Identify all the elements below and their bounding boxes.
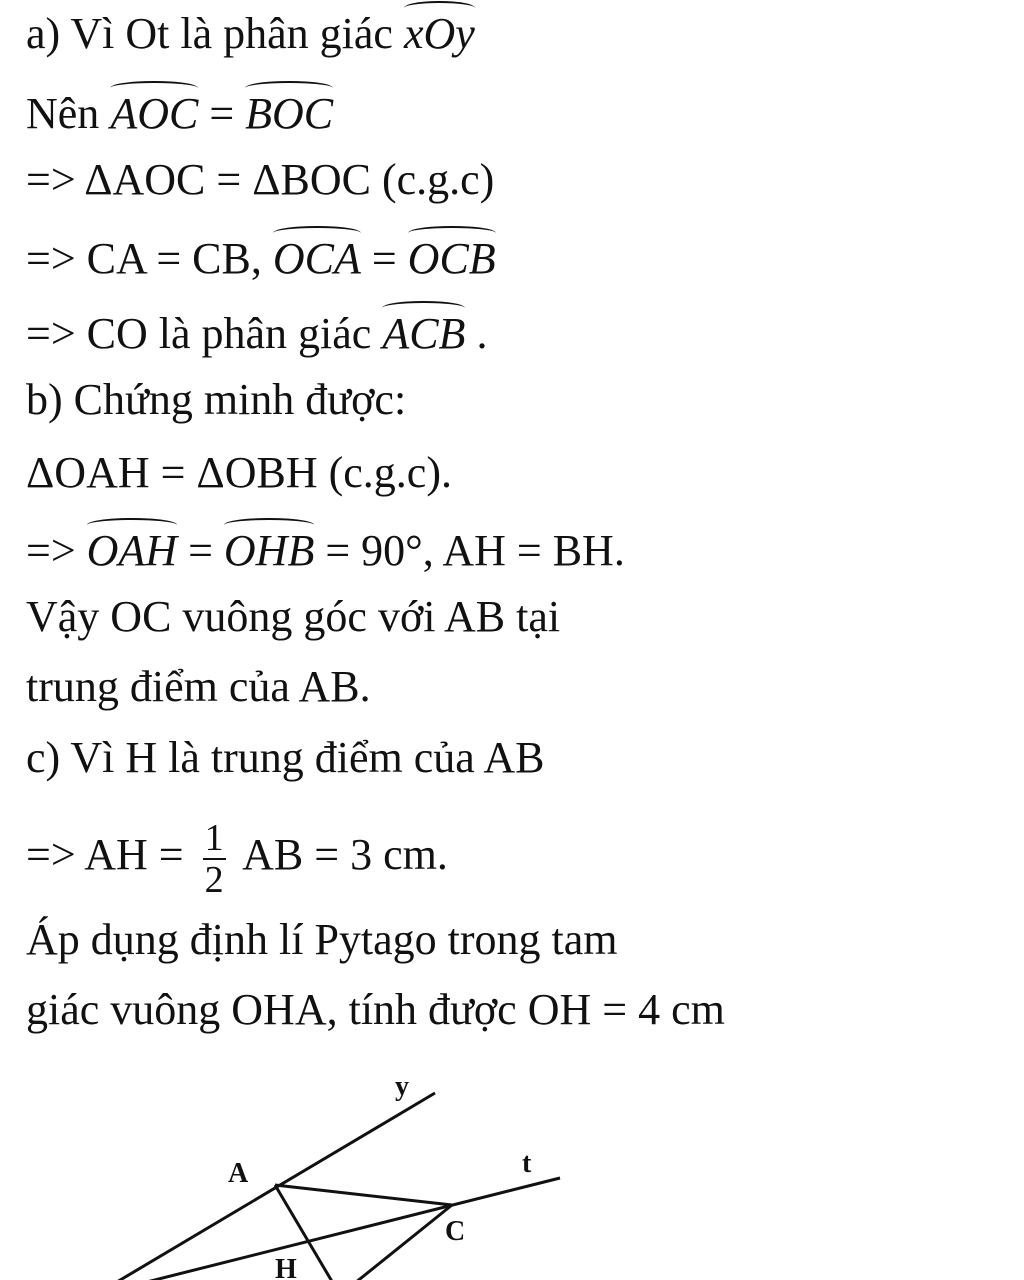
angle-boc: BOC (245, 85, 333, 139)
text: => AH = (26, 830, 195, 880)
text: => (26, 526, 87, 575)
angle-oca: OCA (273, 230, 361, 284)
line-part-b-intro: b) Chứng minh được: (26, 375, 407, 424)
line-triangle-congruence-2: ΔOAH = ΔOBH (c.g.c). (26, 448, 452, 497)
segment-cb (340, 1205, 452, 1280)
label-y: y (395, 1071, 409, 1102)
label-a: A (228, 1158, 249, 1189)
line-perpendicular: Vậy OC vuông góc với AB tại (26, 592, 561, 641)
equals: = (177, 526, 224, 575)
line-triangle-congruence-1: => ΔAOC = ΔBOC (c.g.c) (26, 155, 495, 204)
fraction-denominator: 2 (204, 859, 224, 901)
angle-ocb: OCB (408, 230, 496, 284)
text: Nên (26, 89, 111, 138)
angle-xoy: xOy (404, 5, 475, 59)
text: . (465, 309, 488, 358)
fraction-numerator: 1 (204, 817, 224, 859)
equals: = (360, 234, 408, 283)
text: AB = 3 cm. (233, 830, 448, 880)
text: => CA = CB, (26, 234, 273, 283)
angle-aoc: AOC (110, 85, 198, 139)
text: => CO là phân giác (26, 309, 383, 358)
text: a) Vì Ot là phân giác (26, 9, 404, 58)
label-c: C (445, 1216, 466, 1247)
line-oh-result: giác vuông OHA, tính được OH = 4 cm (26, 985, 725, 1034)
label-t: t (522, 1148, 532, 1179)
line-pythagoras: Áp dụng định lí Pytago trong tam (26, 915, 618, 964)
angle-ohb: OHB (224, 522, 314, 576)
angle-oah: OAH (87, 522, 177, 576)
segment-ac (275, 1185, 452, 1205)
line-part-c-intro: c) Vì H là trung điểm của AB (26, 733, 545, 782)
line-midpoint: trung điểm của AB. (26, 662, 371, 711)
text: = 90°, AH = BH. (314, 526, 625, 575)
equals: = (198, 89, 246, 138)
label-h: H (275, 1254, 297, 1280)
angle-acb: ACB (382, 305, 465, 359)
ray-ot (95, 1178, 560, 1280)
